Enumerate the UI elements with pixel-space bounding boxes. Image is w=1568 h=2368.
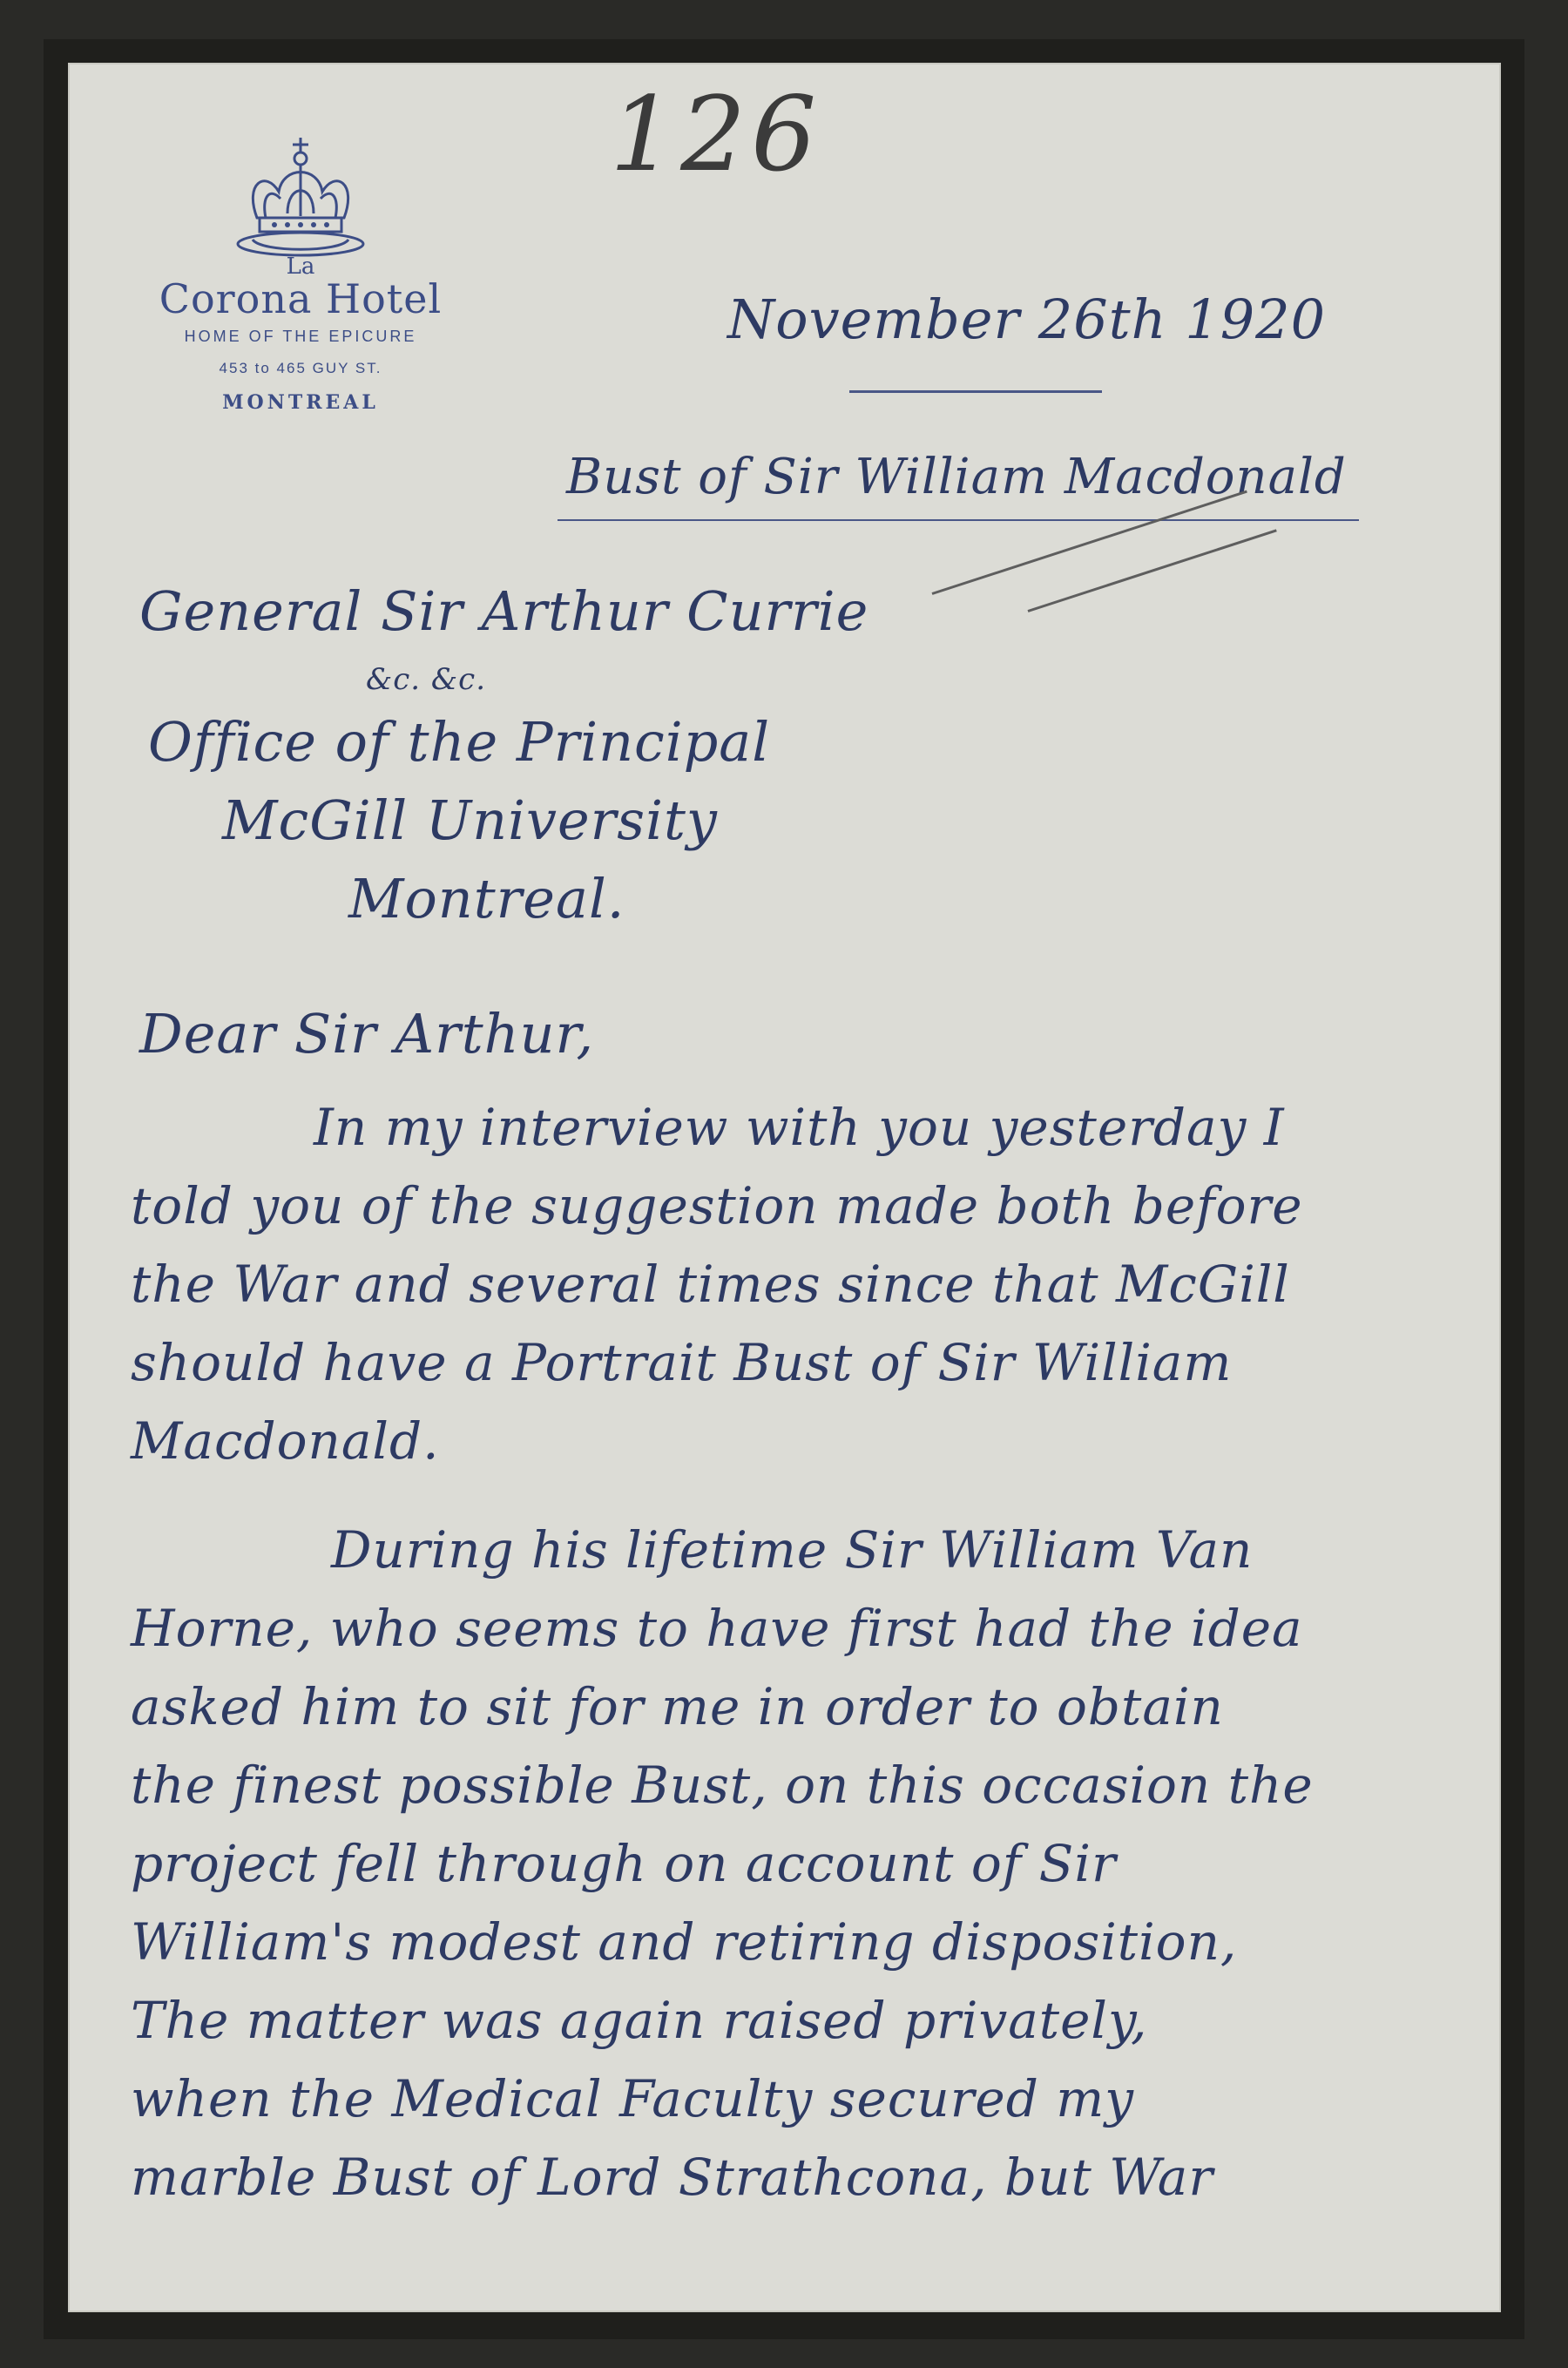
hotel-address: 453 to 465 GUY ST. [219, 360, 382, 376]
recipient-name: General Sir Arthur Currie [139, 579, 869, 643]
body-line: should have a Portrait Bust of Sir William [131, 1333, 1233, 1392]
hotel-tagline: HOME OF THE EPICURE [184, 328, 417, 345]
body-line: when the Medical Faculty secured my [131, 2069, 1135, 2128]
body-line: Macdonald. [131, 1411, 440, 1471]
letter-subject: Bust of Sir William Macdonald [566, 449, 1347, 505]
recipient-city: Montreal. [348, 867, 625, 930]
body-line: the finest possible Bust, on this occasion the [131, 1756, 1314, 1815]
crown-icon [226, 131, 375, 261]
hotel-city: MONTREAL [222, 391, 379, 414]
recipient-institution: McGill University [222, 788, 718, 852]
body-line: William's modest and retiring disposition, [131, 1912, 1238, 1972]
salutation: Dear Sir Arthur, [139, 1002, 595, 1066]
body-line: asked him to sit for me in order to obtain [131, 1677, 1224, 1736]
body-line: During his lifetime Sir William Van [331, 1520, 1254, 1580]
subject-underline [558, 519, 1359, 521]
recipient-honours: &c. &c. [366, 662, 487, 697]
body-line: Horne, who seems to have first had the idea [131, 1599, 1303, 1658]
date-underline [849, 390, 1102, 393]
body-line: told you of the suggestion made both before [131, 1176, 1303, 1235]
body-line: In my interview with you yesterday I [314, 1098, 1285, 1157]
hotel-letterhead [118, 131, 483, 414]
hotel-name: Corona Hotel [159, 275, 443, 322]
body-line: project fell through on account of Sir [131, 1834, 1117, 1893]
body-line: The matter was again raised privately, [131, 1991, 1148, 2050]
body-line: the War and several times since that McGill [131, 1255, 1290, 1314]
body-line: marble Bust of Lord Strathcona, but War [131, 2148, 1214, 2207]
recipient-office: Office of the Principal [148, 710, 771, 774]
letter-date: November 26th 1920 [727, 288, 1327, 351]
letterhead-prefix: La [286, 254, 315, 280]
archive-number: 126 [610, 74, 822, 194]
